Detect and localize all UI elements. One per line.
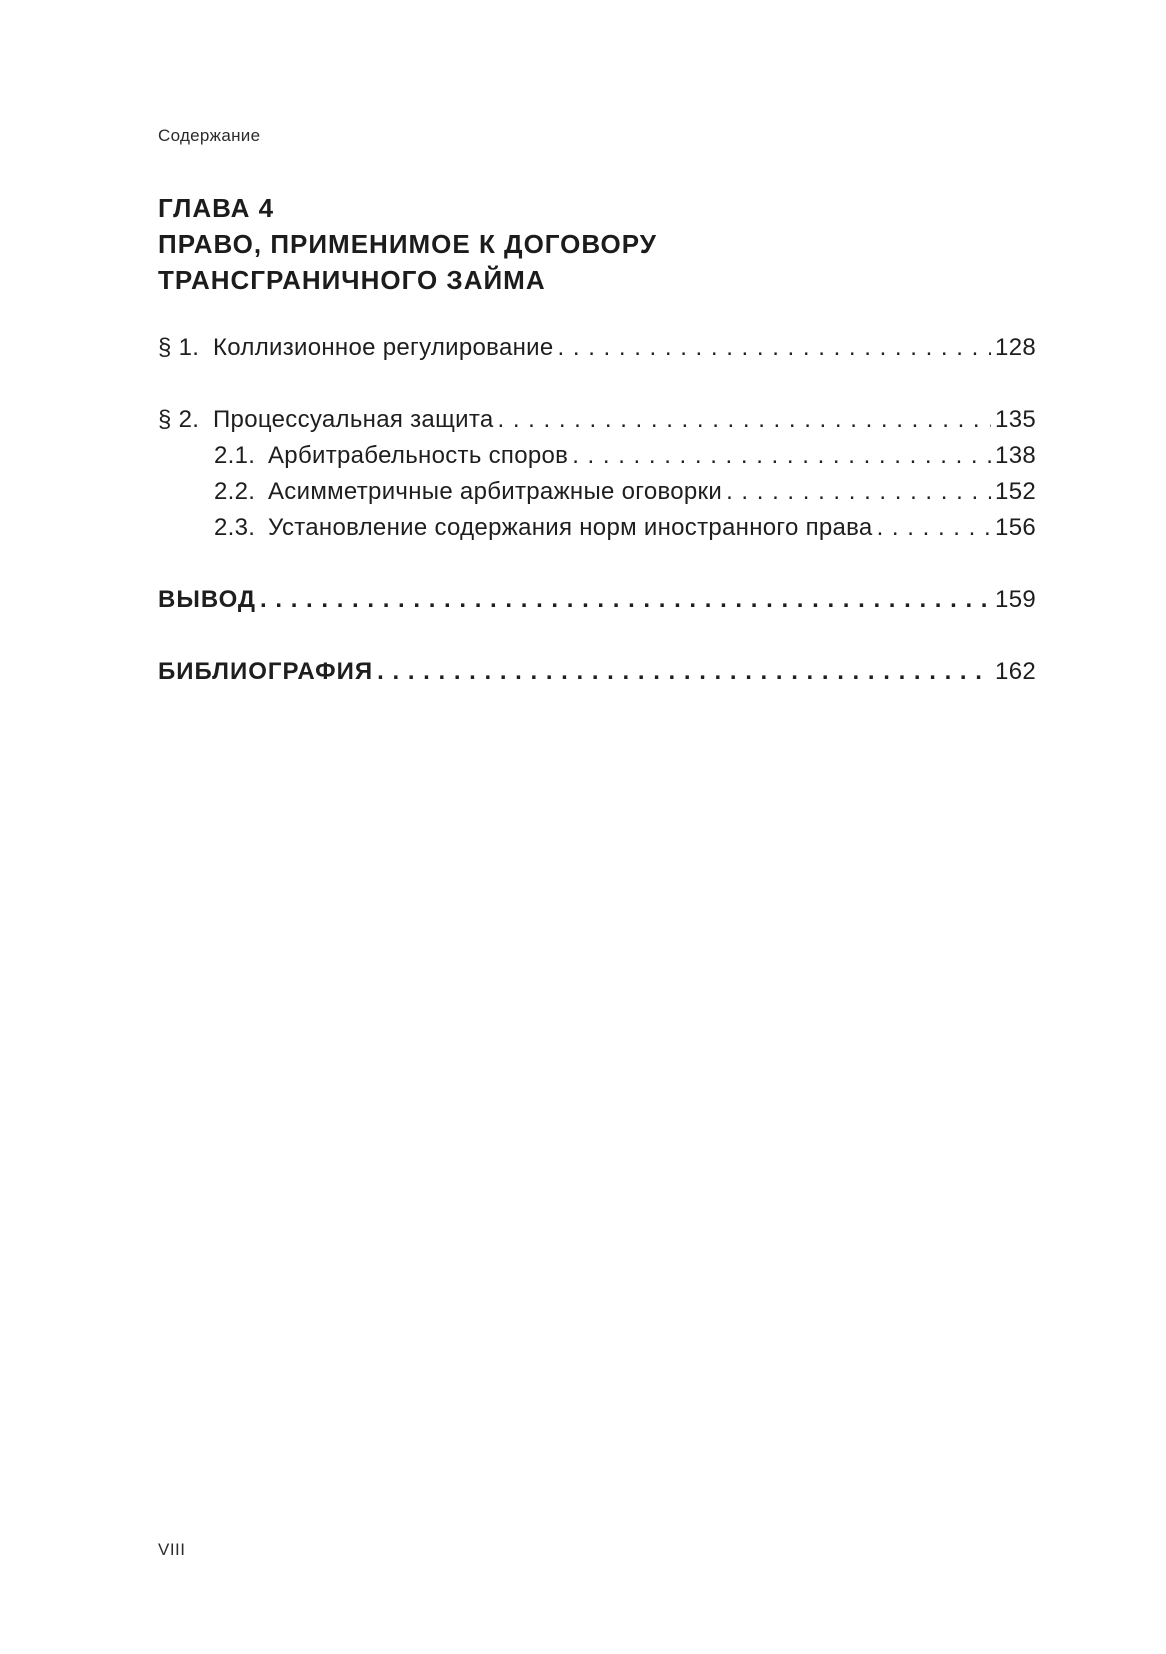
dot-leader: [877, 513, 991, 543]
toc-entry-conclusion[interactable]: [158, 585, 1036, 615]
chapter-label: ГЛАВА 4: [158, 193, 275, 223]
toc-entry-page: 159: [995, 586, 1036, 613]
dot-leader: [558, 333, 992, 363]
dot-leader: [260, 585, 991, 615]
toc-entry-title: Асимметричные арбитражные оговорки: [268, 478, 723, 505]
toc-entry-subsection-2-2[interactable]: [214, 477, 1036, 507]
toc-entry-bibliography[interactable]: [158, 657, 1036, 687]
toc-entry-page: 128: [995, 334, 1036, 361]
toc-entry-page: 135: [995, 406, 1036, 433]
toc-entry-number: § 2.: [158, 406, 200, 433]
toc-entry-page: 156: [995, 514, 1036, 541]
toc-entry-page: 138: [995, 442, 1036, 469]
dot-leader: [377, 657, 991, 687]
toc-entry-title: Процессуальная защита: [213, 406, 494, 433]
page-number: VIII: [158, 1540, 186, 1559]
toc-entry-subsection-2-3[interactable]: [214, 513, 1036, 543]
toc-entry-page: 162: [995, 658, 1036, 685]
toc-entry-number: § 1.: [158, 334, 200, 361]
toc-entry-number: 2.1.: [214, 442, 256, 469]
toc-entry-title: Коллизионное регулирование: [213, 334, 554, 361]
dot-leader: [726, 477, 991, 507]
chapter-title-line-1: ПРАВО, ПРИМЕНИМОЕ К ДОГОВОРУ: [158, 229, 657, 259]
toc-entry-subsection-2-1[interactable]: [214, 441, 1036, 471]
toc-entry-title: Установление содержания норм иностранного права: [268, 514, 873, 541]
running-head: Содержание: [158, 126, 261, 145]
chapter-title-line-2: ТРАНСГРАНИЧНОГО ЗАЙМА: [158, 265, 546, 295]
toc-entry-number: 2.3.: [214, 514, 256, 541]
dot-leader: [498, 405, 992, 435]
toc-entry-title: Арбитрабельность споров: [268, 442, 569, 469]
toc-entry-title: ВЫВОД: [158, 586, 257, 613]
toc-entry-page: 152: [995, 478, 1036, 505]
toc-entry-number: 2.2.: [214, 478, 256, 505]
toc-entry-section-1[interactable]: [158, 333, 1036, 363]
dot-leader: [572, 441, 991, 471]
chapter-heading: [158, 190, 657, 298]
toc-entry-title: БИБЛИОГРАФИЯ: [158, 658, 374, 685]
toc-entry-section-2[interactable]: [158, 405, 1036, 435]
